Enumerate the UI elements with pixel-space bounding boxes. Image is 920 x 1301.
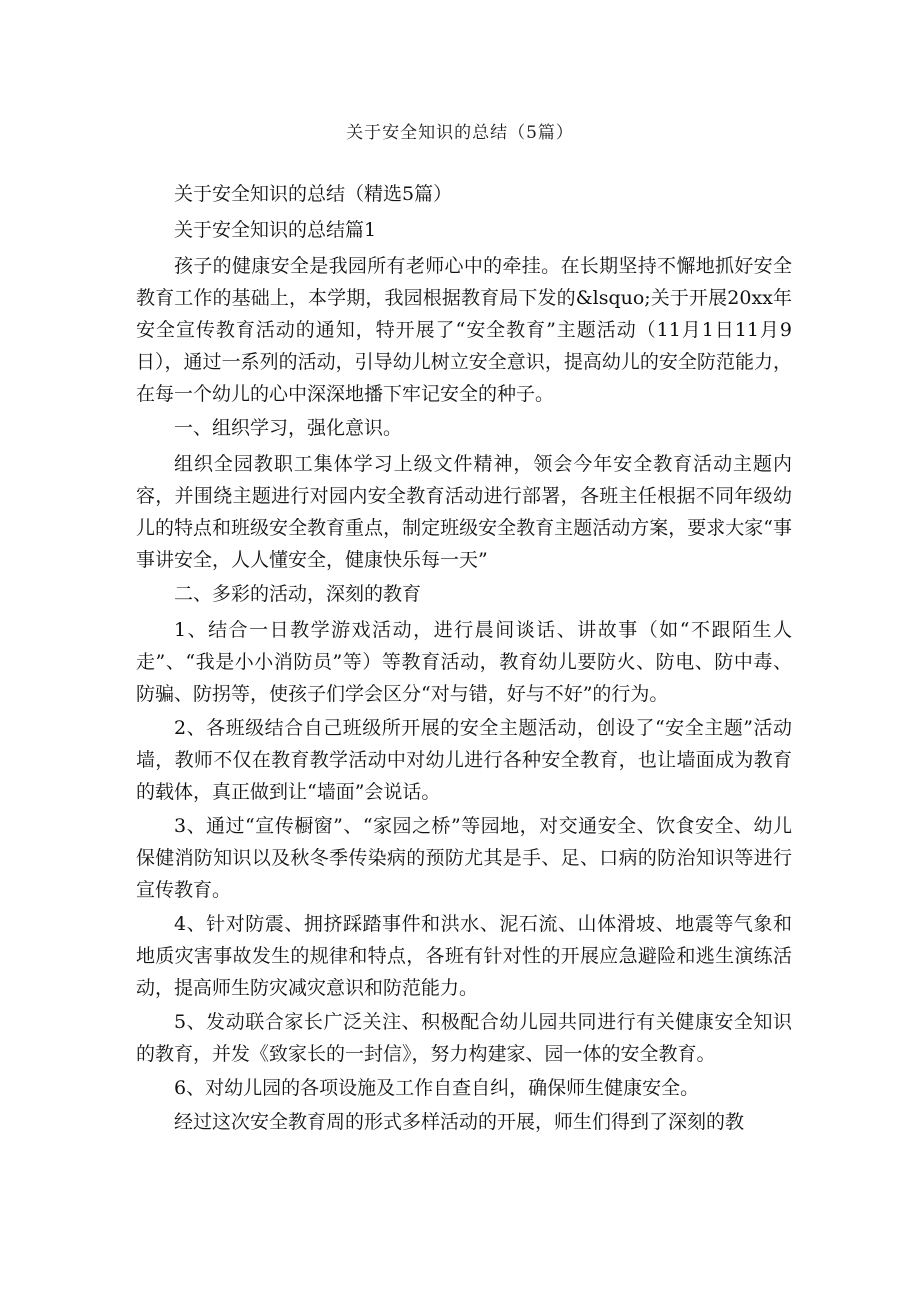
subheading-paragraph: 二、多彩的活动，深刻的教育 bbox=[174, 583, 422, 605]
document-title: 关于安全知识的总结（5篇） bbox=[346, 123, 574, 143]
body-paragraph: 孩子的健康安全是我园所有老师心中的牵挂。在长期坚持不懈地抓好安全教育工作的基础上，本学期，我园根据教育局下发的&lsquo;关于开展20xx年安全宣传教育活动的通知，特开展了“安全教育”主题活动（11月1日11月9日），通过一系列的活动，引导幼儿树立安全意识，提高幼儿的安全防范能力，在每一个幼儿的心中深深地播下牢记安全的种子。 bbox=[136, 255, 792, 405]
subheading-paragraph: 一、组织学习，强化意识。 bbox=[174, 417, 403, 439]
list-paragraph: 5、发动联合家长广泛关注、积极配合幼儿园共同进行有关健康安全知识的教育，并发《致家长的一封信》，努力构建家、园一体的安全教育。 bbox=[136, 1011, 792, 1065]
document-body bbox=[136, 178, 792, 1140]
list-paragraph: 6、对幼儿园的各项设施及工作自查自纠，确保师生健康安全。 bbox=[174, 1077, 700, 1099]
list-paragraph: 1、结合一日教学游戏活动，进行晨间谈话、讲故事（如“不跟陌生人走”、“我是小小消防员”等）等教育活动，教育幼儿要防火、防电、防中毒、防骗、防拐等，使孩子们学会区分“对与错，好与不好”的行为。 bbox=[136, 619, 792, 705]
list-paragraph: 3、通过“宣传橱窗”、“家园之桥”等园地，对交通安全、饮食安全、幼儿保健消防知识以及秋冬季传染病的预防尤其是手、足、口病的防治知识等进行宣传教育。 bbox=[136, 815, 792, 901]
subtitle-paragraph: 关于安全知识的总结（精选5篇） bbox=[174, 183, 453, 205]
list-paragraph: 4、针对防震、拥挤踩踏事件和洪水、泥石流、山体滑坡、地震等气象和地质灾害事故发生的规律和特点，各班有针对性的开展应急避险和逃生演练活动，提高师生防灾减灾意识和防范能力。 bbox=[136, 913, 792, 999]
body-paragraph: 经过这次安全教育周的形式多样活动的开展，师生们得到了深刻的教 bbox=[174, 1111, 745, 1133]
section-heading-paragraph: 关于安全知识的总结篇1 bbox=[174, 219, 377, 241]
body-paragraph: 组织全园教职工集体学习上级文件精神，领会今年安全教育活动主题内容，并围绕主题进行对园内安全教育活动进行部署，各班主任根据不同年级幼儿的特点和班级安全教育重点，制定班级安全教育主题活动方案，要求大家“事事讲安全，人人懂安全，健康快乐每一天” bbox=[136, 453, 792, 571]
list-paragraph: 2、各班级结合自己班级所开展的安全主题活动，创设了“安全主题”活动墙，教师不仅在教育教学活动中对幼儿进行各种安全教育，也让墙面成为教育的载体，真正做到让“墙面”会说话。 bbox=[136, 717, 792, 803]
